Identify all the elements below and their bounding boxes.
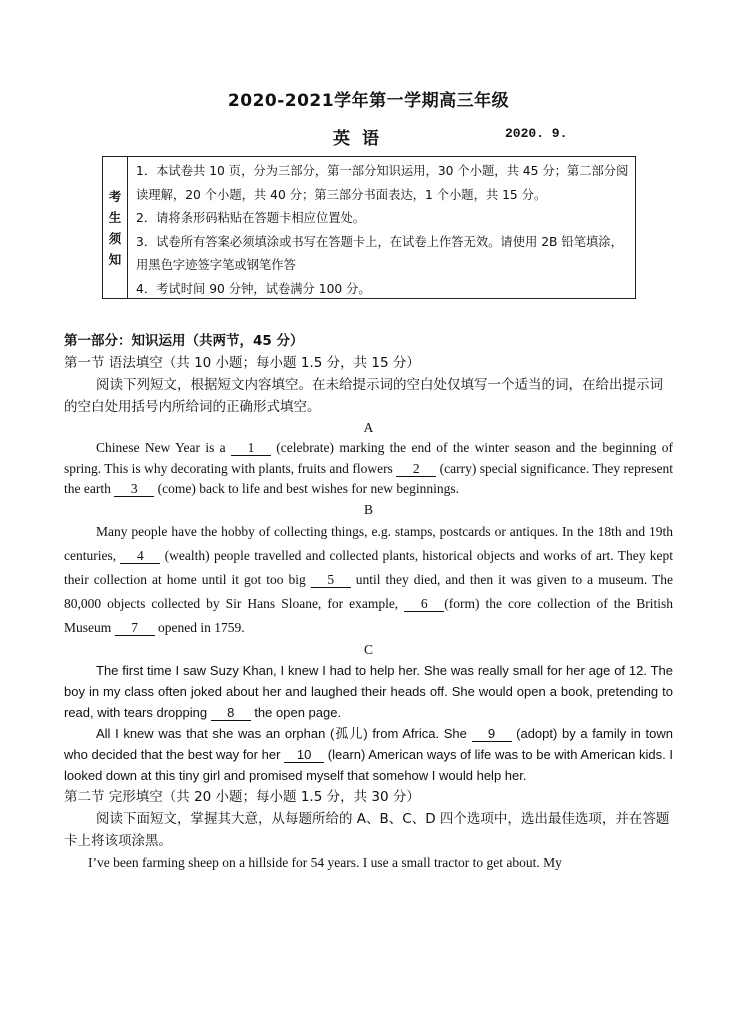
cloze-passage-first-line: I’ve been farming sheep on a hillside for 54 years. I use a small tractor to get about. My — [88, 854, 562, 870]
passage-b-label: B — [363, 501, 373, 517]
passage-text: (form) the core collection of the British Museum — [64, 595, 674, 635]
notice-item: 3．试卷所有答案必须填涂或书写在答题卡上，在试卷上作答无效。请使用 2B 铅笔填涂，用黑色字迹签字笔或钢笔作答 — [136, 234, 623, 272]
passage-text: (wealth) people travelled and collected plants, historical objects and works of art. They kept their collection at home until it got too big — [64, 547, 673, 587]
passage-text: (celebrate) marking the end of the winter season and the beginning of spring. This is why decorating with plants, fruits and flowers — [64, 440, 673, 476]
exam-title: 2020-2021学年第一学期高三年级 — [227, 91, 510, 111]
notice-label-char: 考 — [108, 188, 122, 204]
section2-instruction: 阅读下面短文，掌握其大意，从每题所给的 A、B、C、D 四个选项中，选出最佳选项，并在答题卡上将该项涂黑。 — [64, 810, 670, 849]
answer-blank-5: 5 — [311, 573, 351, 588]
candidate-notice-box — [102, 156, 636, 299]
passage-text: (carry) special significance. They represent the earth — [64, 460, 673, 496]
notice-label-char: 生 — [108, 209, 122, 225]
answer-blank-4: 4 — [120, 549, 160, 564]
answer-blank-7: 7 — [115, 621, 155, 636]
notice-item: 4．考试时间 90 分钟，试卷满分 100 分。 — [136, 281, 371, 296]
answer-blank-10: 10 — [284, 748, 324, 763]
passage-text: the open page. — [250, 704, 342, 720]
section2-heading: 第二节 完形填空（共 20 小题；每小题 1.5 分，共 30 分） — [64, 788, 420, 805]
section1-instruction: 阅读下列短文，根据短文内容填空。在未给提示词的空白处仅填写一个适当的词，在给出提示词的空白处用括号内所给词的正确形式填空。 — [64, 377, 663, 415]
passage-text: opened in 1759. — [154, 619, 245, 635]
passage-text: until they died, and then it was given to a museum. The 80,000 objects collected by Sir Hans Sloane, for example, — [64, 571, 673, 611]
notice-label-char: 知 — [108, 251, 122, 267]
answer-blank-9: 9 — [472, 727, 512, 742]
answer-blank-3: 3 — [114, 482, 154, 497]
passage-text: The first time I saw Suzy Khan, I knew I had to help her. She was really small for her age of 12. The boy in my class often joked about her and laughed their heads off. She would open a book, pretending to read, with tears dropping — [64, 662, 673, 720]
exam-content — [64, 330, 673, 874]
passage-c-label: C — [363, 641, 373, 657]
passage-text: (adopt) by a family in town who decided that the best way for her — [64, 725, 673, 762]
passage-text: (learn) American ways of life was to be with American kids. I looked down at this tiny girl and promised myself that somehow I would help her. — [64, 746, 674, 783]
subject-label: 英语 — [333, 129, 391, 149]
passage-c-paragraph-2 — [64, 723, 673, 786]
notice-item: 2．请将条形码粘贴在答题卡相应位置处。 — [136, 211, 366, 225]
passage-text: Chinese New Year is a — [96, 440, 231, 455]
notice-item: 1．本试卷共 10 页，分为三部分，第一部分知识运用，30 个小题，共 45 分；第二部分阅读理解，20 个小题，共 40 分；第三部分书面表达，1 个小题，共 15 分。 — [136, 164, 629, 202]
notice-items — [128, 157, 635, 298]
passage-b-paragraph — [64, 520, 673, 640]
notice-label-char: 须 — [108, 230, 122, 246]
answer-blank-2: 2 — [396, 462, 436, 477]
notice-label — [103, 157, 128, 298]
answer-blank-6: 6 — [404, 597, 444, 612]
passage-a-paragraph — [64, 438, 673, 500]
answer-blank-8: 8 — [211, 706, 251, 721]
answer-blank-1: 1 — [231, 441, 271, 456]
section1-heading: 第一节 语法填空（共 10 小题；每小题 1.5 分，共 15 分） — [64, 355, 420, 371]
passage-text: Many people have the hobby of collecting things, e.g. stamps, postcards or antiques. In the 18th and 19th centuries, — [64, 523, 673, 563]
passage-a-label: A — [363, 420, 374, 435]
passage-text: (come) back to life and best wishes for new beginnings. — [154, 481, 460, 496]
passage-text: All I knew was that she was an orphan (孤儿) from Africa. She — [96, 725, 472, 741]
part1-heading: 第一部分：知识运用（共两节，45 分） — [64, 333, 304, 349]
exam-date: 2020. 9. — [505, 126, 568, 141]
passage-c-paragraph-1 — [64, 660, 673, 723]
